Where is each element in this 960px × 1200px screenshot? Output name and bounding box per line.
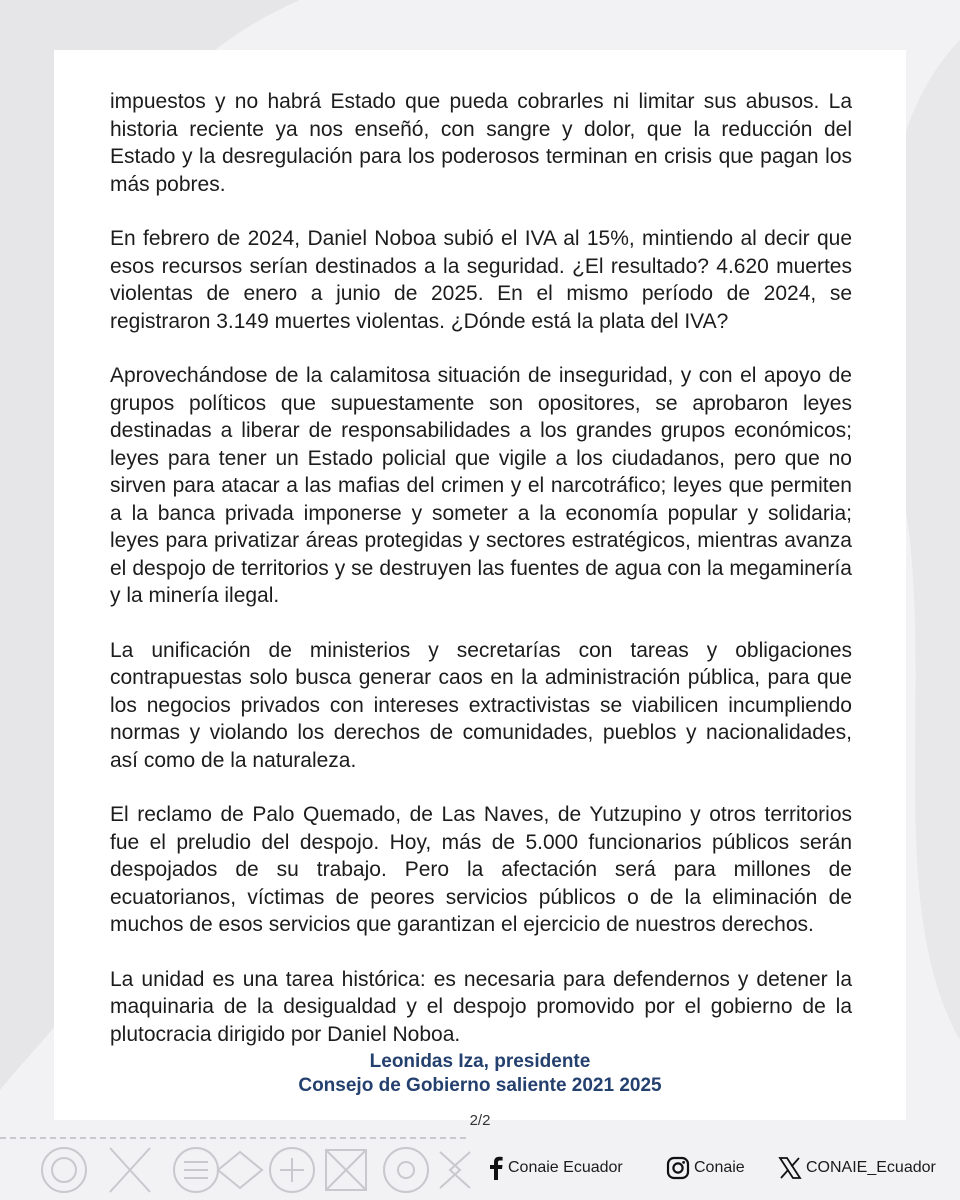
- paragraph: El reclamo de Palo Quemado, de Las Naves, de Yutzupino y otros territorios fue el preludio del despojo. Hoy, más de 5.000 funcionarios públicos serán despojados de su trabajo. Pero la afectación será para millones de ecuatorianos, víctimas de peores servicios públicos o de la eliminación de muchos de esos servicios que garantizan el ejercicio de nuestros derechos.: [110, 803, 852, 936]
- facebook-link[interactable]: [488, 1156, 623, 1180]
- instagram-icon: [666, 1156, 690, 1180]
- paragraph: Aprovechándose de la calamitosa situación de inseguridad, y con el apoyo de grupos políticos que supuestamente son opositores, se aprobaron leyes destinadas a liberar de responsabilidades a los grandes grupos económicos; leyes para tener un Estado policial que vigile a los ciudadanos, pero que no sirven para atacar a las mafias del crimen y el narcotráfico; leyes que permiten a la banca privada imponerse y someter a la economía popular y solidaria; leyes para privatizar áreas protegidas y sectores estratégicos, mientras avanza el despojo de territorios y se destruyen las fuentes de agua con la megaminería y la minería ilegal.: [110, 364, 852, 607]
- signatory-council: Consejo de Gobierno saliente 2021 2025: [298, 1075, 662, 1096]
- x-icon: [778, 1156, 802, 1180]
- paragraph: impuestos y no habrá Estado que pueda cobrarles ni limitar sus abusos. La historia reciente ya nos enseñó, con sangre y dolor, que la reducción del Estado y la desregulación para los poderosos terminan en crisis que pagan los más pobres.: [110, 90, 852, 196]
- facebook-handle: Conaie Ecuador: [508, 1159, 623, 1176]
- letter-body: [110, 88, 852, 1075]
- signatory-name: Leonidas Iza, presidente: [369, 1051, 591, 1072]
- signature-block: [0, 1050, 960, 1098]
- paragraph: La unificación de ministerios y secretarías con tareas y obligaciones contrapuestas solo busca generar caos en la administración pública, para que los negocios privados con intereses extractivistas se viabilicen incumpliendo normas y violando los derechos de comunidades, pueblos y nacionalidades, así como de la naturaleza.: [110, 638, 852, 772]
- paragraph: La unidad es una tarea histórica: es necesaria para defendernos y detener la maquinaria de la desigualdad y el despojo promovido por el gobierno de la plutocracia dirigido por Daniel Noboa.: [110, 967, 852, 1046]
- instagram-handle: Conaie: [694, 1159, 745, 1176]
- facebook-icon: [488, 1156, 504, 1180]
- instagram-link[interactable]: [666, 1156, 745, 1180]
- paragraph: En febrero de 2024, Daniel Noboa subió el IVA al 15%, mintiendo al decir que esos recursos serían destinados a la seguridad. ¿El resultado? 4.620 muertes violentas de enero a junio de 2025. En el mismo período de 2024, se registraron 3.149 muertes violentas. ¿Dónde está la plata del IVA?: [110, 227, 852, 333]
- page-number: 2/2: [469, 1112, 491, 1129]
- x-link[interactable]: [778, 1156, 936, 1180]
- x-handle: CONAIE_Ecuador: [806, 1159, 936, 1176]
